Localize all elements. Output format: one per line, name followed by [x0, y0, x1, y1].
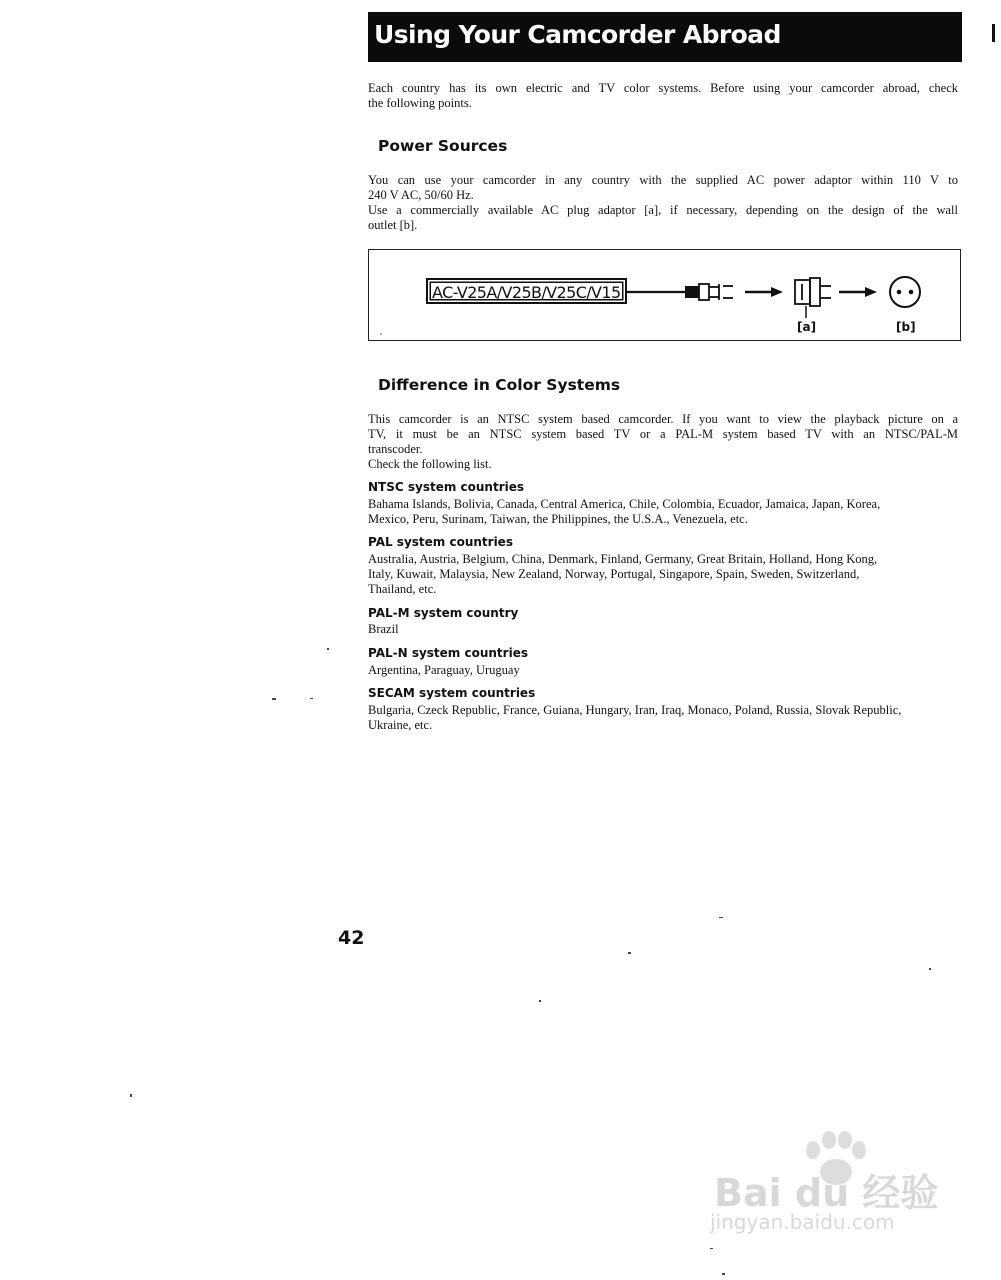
pal-n-countries — [368, 663, 958, 678]
color-line: This camcorder is an NTSC system based camcorder. If you want to view the playback picture on a — [368, 412, 958, 426]
wall-outlet-icon — [890, 277, 920, 307]
country-line: Bahama Islands, Bolivia, Canada, Central America, Chile, Colombia, Ecuador, Jamaica, Japan, Korea, — [368, 497, 881, 511]
color-systems-paragraph — [368, 412, 958, 472]
plug-adaptor-label: [a] — [797, 320, 817, 334]
country-line: Australia, Austria, Belgium, China, Denmark, Finland, Germany, Great Britain, Holland, Hong Kong, — [368, 552, 878, 566]
watermark-url: jingyan.baidu.com — [710, 1210, 895, 1234]
scan-speck — [929, 968, 931, 970]
scan-speck — [722, 1273, 725, 1275]
ntsc-countries — [368, 497, 958, 527]
power-line: You can use your camcorder in any country with the supplied AC power adaptor within 110 V to — [368, 173, 958, 187]
secam-heading: SECAM system countries — [368, 686, 536, 700]
country-line: Bulgaria, Czeck Republic, France, Guiana, Hungary, Iran, Iraq, Monaco, Poland, Russia, Slovak Republic, — [368, 703, 902, 717]
scan-speck — [272, 698, 276, 700]
scan-speck — [130, 1094, 132, 1097]
pal-countries — [368, 552, 958, 597]
color-line: transcoder. — [368, 442, 423, 456]
arrow-right-icon — [839, 287, 877, 297]
pal-n-heading: PAL-N system countries — [368, 646, 528, 660]
country-line: Italy, Kuwait, Malaysia, New Zealand, Norway, Portugal, Singapore, Spain, Sweden, Switzerland, — [368, 567, 860, 581]
ntsc-heading: NTSC system countries — [368, 480, 525, 494]
pal-m-countries — [368, 622, 958, 637]
baidu-watermark — [700, 1128, 950, 1238]
scan-speck — [628, 952, 631, 954]
country-line: Argentina, Paraguay, Uruguay — [368, 663, 520, 677]
pal-heading: PAL system countries — [368, 535, 513, 549]
arrow-right-icon — [745, 287, 783, 297]
scan-speck — [310, 698, 313, 699]
wall-outlet-label: [b] — [896, 320, 916, 334]
color-line: TV, it must be an NTSC system based TV or a PAL-M system based TV with an NTSC/PAL-M — [368, 427, 958, 441]
page-title-bar — [368, 12, 962, 62]
color-systems-heading: Difference in Color Systems — [378, 376, 621, 394]
scan-speck — [719, 917, 723, 918]
ac-plug-icon — [685, 284, 733, 300]
country-line: Mexico, Peru, Surinam, Taiwan, the Philippines, the U.S.A., Venezuela, etc. — [368, 512, 748, 526]
intro-line: Each country has its own electric and TV color systems. Before using your camcorder abroad, check — [368, 81, 958, 95]
power-sources-heading: Power Sources — [378, 137, 508, 155]
power-line: 240 V AC, 50/60 Hz. — [368, 188, 474, 202]
intro-paragraph — [368, 81, 958, 111]
pal-m-heading: PAL-M system country — [368, 606, 519, 620]
page-edge-mark — [992, 24, 995, 42]
page-number: 42 — [338, 927, 365, 949]
diagram-drawing — [369, 250, 959, 340]
adaptor-model-label: AC-V25A/V25B/V25C/V15 — [426, 278, 627, 304]
plug-adaptor-icon — [795, 278, 831, 318]
secam-countries — [368, 703, 958, 733]
country-line: Thailand, etc. — [368, 582, 437, 596]
country-line: Ukraine, etc. — [368, 718, 433, 732]
power-sources-paragraph — [368, 173, 958, 233]
scan-speck — [327, 648, 329, 650]
intro-line: the following points. — [368, 96, 472, 110]
power-line: Use a commercially available AC plug adaptor [a], if necessary, depending on the design of the wall — [368, 203, 958, 217]
scan-speck — [539, 1000, 541, 1002]
power-adaptor-diagram — [368, 249, 961, 341]
country-line: Brazil — [368, 622, 399, 636]
power-line: outlet [b]. — [368, 218, 418, 232]
scan-speck — [710, 1248, 713, 1249]
page-title: Using Your Camcorder Abroad — [374, 20, 781, 49]
watermark-brand: Bai du 经验 — [714, 1171, 939, 1215]
color-line: Check the following list. — [368, 457, 492, 471]
